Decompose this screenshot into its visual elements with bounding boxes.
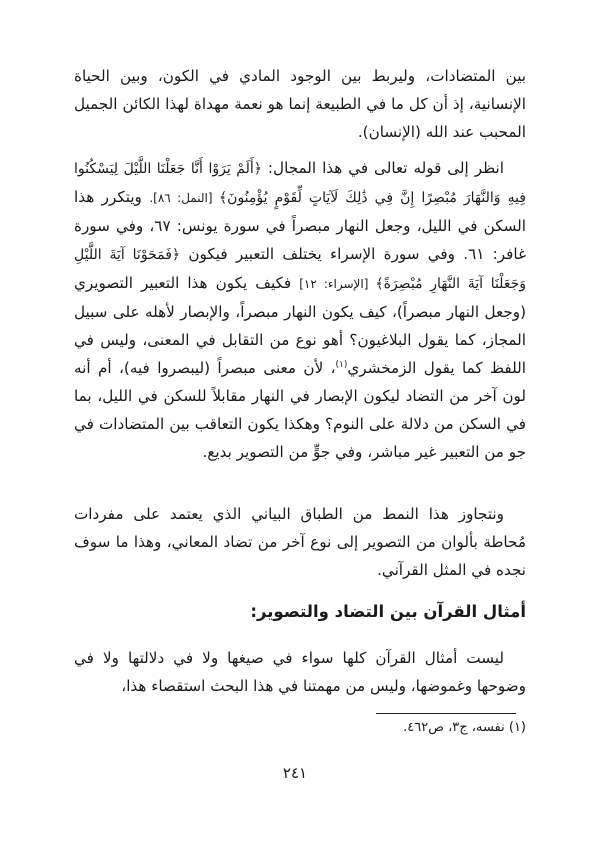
- quran-reference-2: [الإسراء: ١٢]: [299, 277, 376, 291]
- quran-verse-1: ﴿أَلَمْ يَرَوْا أَنَّا جَعَلْنَا اللَّيْلَ لِيَسْكُنُوا فِيهِ وَالنَّهَارَ مُبْصِرًا إِنَّ فِي ذَٰلِكَ لَآيَاتٍ لِّقَوْمٍ يُؤْمِنُونَ﴾: [74, 161, 526, 206]
- paragraph-2-text-4: ، لأن معنى مبصراً (ليبصروا فيه)، أم أنه لون آخر من التضاد ليكون الإبصار في النهار مقابلاً للسكن في الليل، بما في السكن من دلالة على النوم؟ وهكذا يكون التعاقب بين المتضادات في جو من التعبير غير مباشر، وفي جوٍّ من التصوير بديع.: [74, 359, 526, 461]
- paragraph-4: [74, 644, 526, 700]
- footnote-marker: (١): [335, 359, 348, 370]
- footnote-divider: [376, 713, 516, 714]
- quran-reference-1: [النمل: ٨٦].: [149, 191, 219, 205]
- paragraph-2-intro: انظر إلى قوله تعالى في هذا المجال:: [262, 159, 504, 177]
- paragraph-1-line-1: بين المتضادات، وليربط بين الوجود المادي في الكون، وبين الحياة: [74, 67, 526, 85]
- paragraph-2-text-3: فكيف يكون هذا التعبير التصويري (وجعل النهار مبصراً)، كيف يكون النهار مبصراً، والإبصار لأهله على سبيل المجاز، كما يقول البلاغيون؟ أهو نوع من التقابل في المعنى، وليس في اللفظ كما يقول الزمخشري: [74, 274, 526, 377]
- paragraph-2-text-2: ويتكرر هذا السكن في الليل، وجعل النهار مبصراً في سورة يونس: ٦٧، وفي سورة غافر: ٦١. وفي سورة الإسراء يختلف التعبير فيكون: [74, 188, 527, 263]
- paragraph-1: [74, 62, 526, 146]
- paragraph-1-line-3: الجميل المحبب عند الله (الإنسان).: [74, 95, 526, 141]
- section-heading: أمثال القرآن بين التضاد والتصوير:: [250, 602, 526, 621]
- page-number: ٢٤١: [282, 764, 308, 782]
- paragraph-1-line-2: الإنسانية، إذ أن كل ما في الطبيعة إنما هو نعمة مهداة لهذا الكائن: [122, 95, 526, 113]
- paragraph-1-body: [74, 62, 526, 146]
- paragraph-3: [74, 500, 526, 584]
- paragraph-2: [74, 154, 526, 466]
- paragraph-3-body: ونتجاوز هذا النمط من الطباق البياني الذي يعتمد على مفردات مُحاطة بألوان من التصوير إلى نوع آخر من تضاد المعاني، وهذا ما سوف نجده في المثل القرآني.: [74, 505, 526, 579]
- paragraph-2-body: [74, 154, 526, 466]
- footnote: (١) نفسه، ج٣، ص٤٦٢.: [403, 720, 526, 735]
- paragraph-4-body: ليست أمثال القرآن كلها سواء في صيغها ولا في دلالتها ولا في وضوحها وغموضها، وليس من مهمتنا في هذا البحث استقصاء هذا،: [74, 649, 526, 695]
- quran-verse-2: ﴿فَمَحَوْنَا آيَةَ اللَّيْلِ وَجَعَلْنَا آيَةَ النَّهَارِ مُبْصِرَةً﴾: [74, 247, 526, 292]
